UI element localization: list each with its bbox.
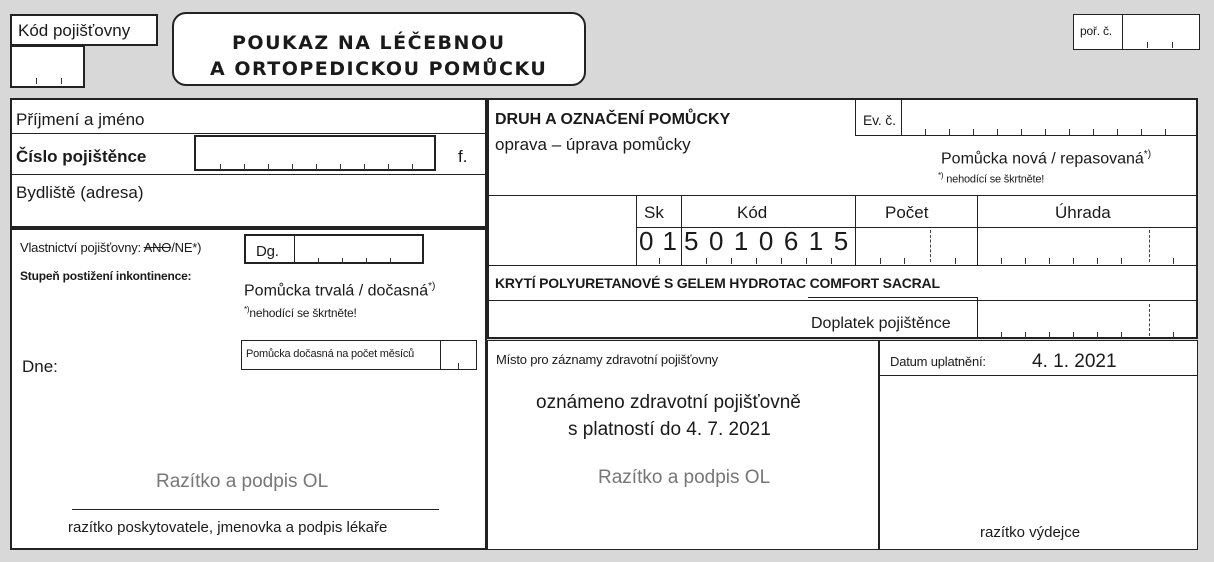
temp-months-field[interactable] <box>241 340 477 370</box>
copay-label: Doplatek pojištěnce <box>811 315 951 332</box>
col-sk-header: Sk <box>644 203 664 222</box>
dispense-section <box>879 340 1198 550</box>
repair-label: oprava – úprava pomůcky <box>495 135 691 154</box>
date-label: Dne: <box>22 357 58 376</box>
title-box <box>172 12 586 86</box>
dispense-date-value: 4. 1. 2021 <box>1032 351 1117 372</box>
seq-number-box <box>1073 14 1200 50</box>
name-label: Příjmení a jméno <box>16 110 145 129</box>
sk-value: 01 <box>639 226 686 256</box>
physician-section <box>10 228 487 550</box>
diagnosis-field[interactable] <box>244 234 424 264</box>
col-pocet-header: Počet <box>885 203 929 222</box>
insured-number-label: Číslo pojištěnce <box>16 147 147 166</box>
notice-line1: oznámeno zdravotní pojišťovně <box>536 392 801 413</box>
title-line2: A ORTOPEDICKOU POMŮCKU <box>210 58 548 80</box>
kod-value: 5010615 <box>684 226 859 256</box>
incontinence-label: Stupeň postižení inkontinence: <box>20 269 192 283</box>
insurer-notes-section <box>487 340 879 550</box>
temp-months-label: Pomůcka dočasná na počet měsíců <box>246 348 415 360</box>
copay-field-outline <box>808 297 978 339</box>
insurer-stamp-placeholder: Razítko a podpis OL <box>598 467 771 488</box>
dispense-date-label: Datum uplatnění: <box>890 354 986 369</box>
ownership-label: Vlastnictví pojišťovny: ANO/NE*) <box>20 240 202 255</box>
title-line1: POUKAZ NA LÉČEBNOU <box>232 32 506 54</box>
notice-line2: s platností do 4. 7. 2021 <box>568 419 771 440</box>
insurer-notes-label: Místo pro záznamy zdravotní pojišťovny <box>496 352 718 367</box>
col-uhrada-header: Úhrada <box>1055 203 1111 222</box>
provider-signature-line: razítko poskytovatele, jmenovka a podpis lékaře <box>68 519 388 536</box>
permanent-temp-label: Pomůcka trvalá / dočasná*) <box>244 281 436 300</box>
new-refurb-label: Pomůcka nová / repasovaná*) <box>941 149 1152 168</box>
dispenser-stamp-label: razítko výdejce <box>980 524 1081 541</box>
device-type-label: DRUH A OZNAČENÍ POMŮCKY <box>495 111 731 128</box>
physician-stamp-placeholder: Razítko a podpis OL <box>156 471 329 492</box>
diagnosis-label: Dg. <box>256 243 279 260</box>
f-label: f. <box>458 147 468 166</box>
strike-note: *) nehodící se škrtněte! <box>938 171 1045 186</box>
insurer-code-label-box <box>10 14 158 46</box>
insurer-code-label: Kód pojišťovny <box>18 21 131 40</box>
insured-number-field[interactable] <box>194 135 436 171</box>
address-label: Bydliště (adresa) <box>16 183 144 202</box>
strike-note-left: *)nehodící se škrtněte! <box>244 305 357 320</box>
seq-number-label: poř. č. <box>1080 24 1112 38</box>
ev-number-label: Ev. č. <box>863 112 896 128</box>
device-description: KRYTÍ POLYURETANOVÉ S GELEM HYDROTAC COMFORT SACRAL <box>495 275 940 291</box>
col-kod-header: Kód <box>737 203 768 222</box>
